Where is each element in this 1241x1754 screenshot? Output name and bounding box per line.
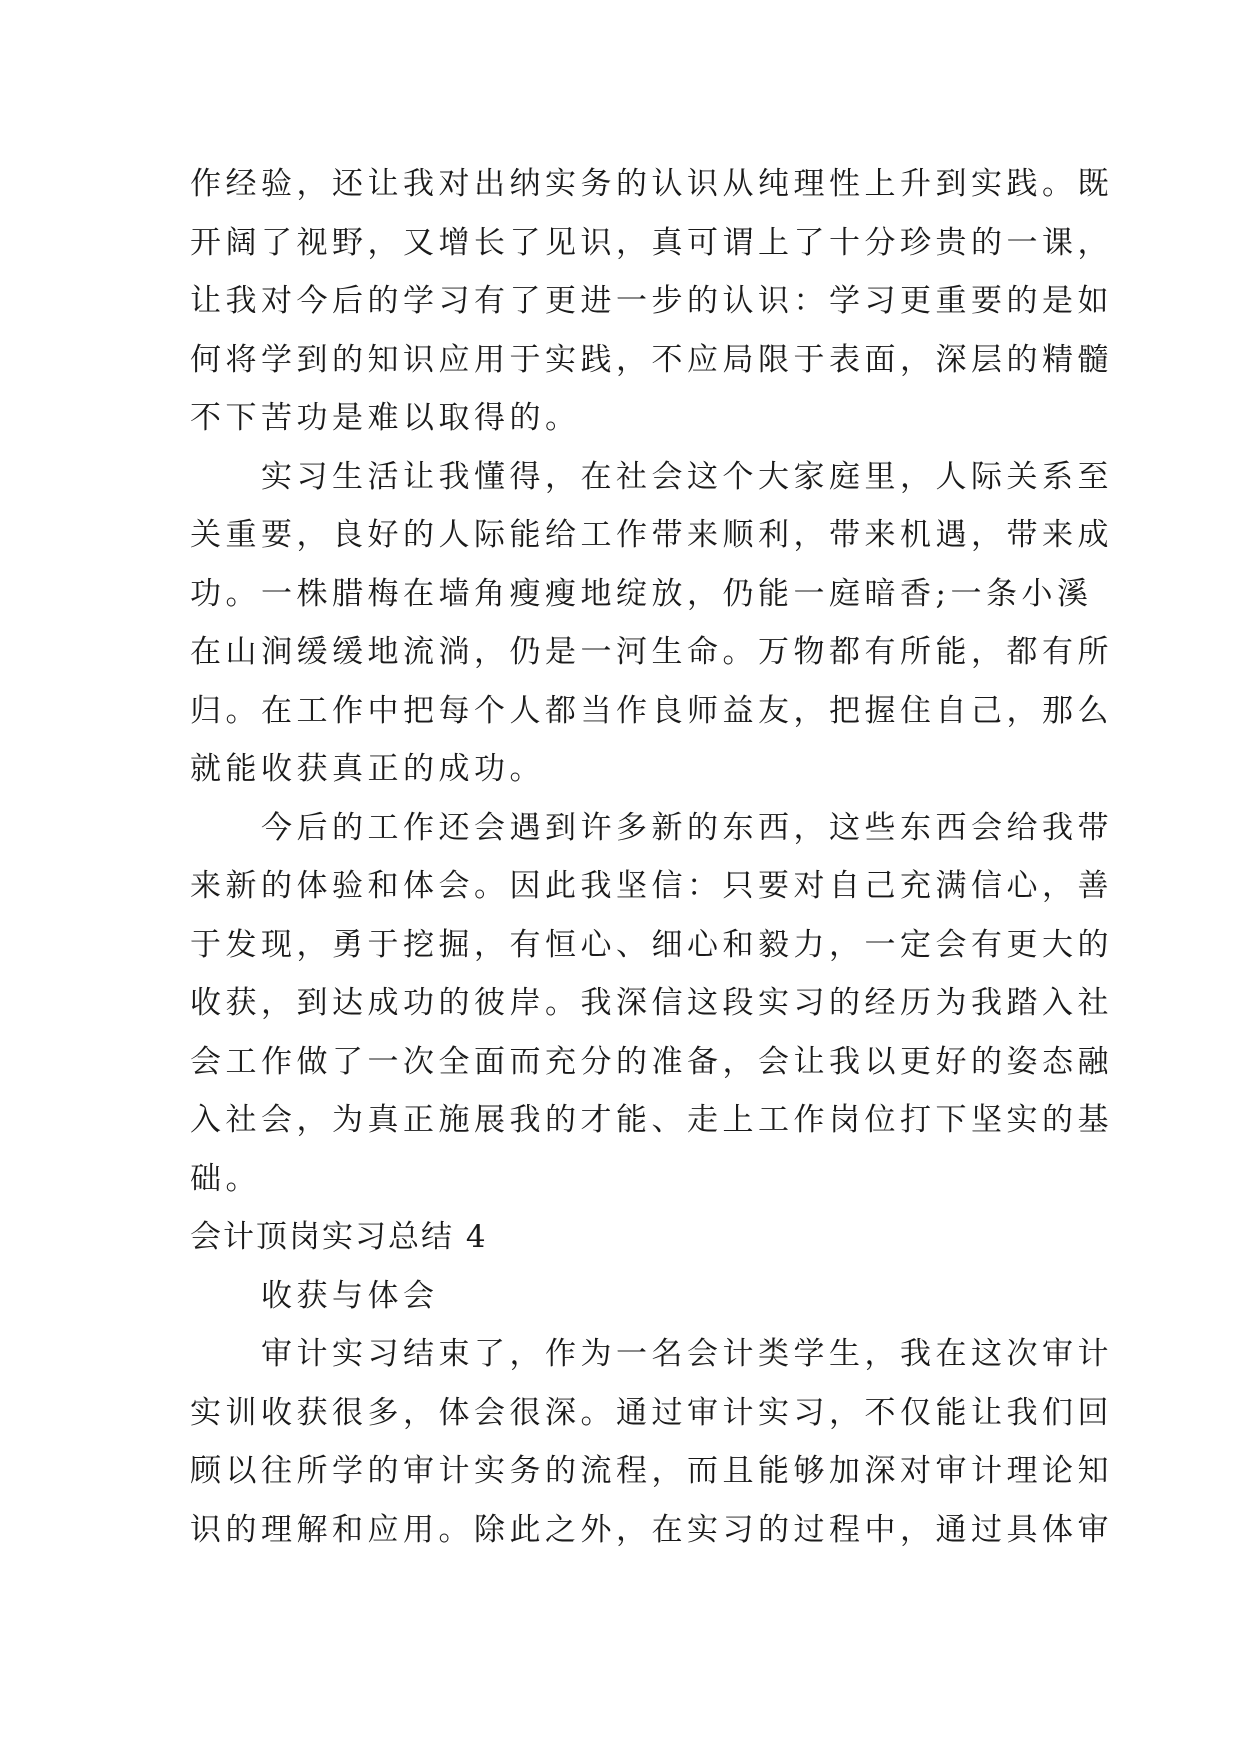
text-line: 会工作做了一次全面而充分的准备，会让我以更好的姿态融 — [190, 1043, 1113, 1080]
text-line: 于发现，勇于挖掘，有恒心、细心和毅力，一定会有更大的 — [190, 926, 1113, 963]
text-line: 入社会，为真正施展我的才能、走上工作岗位打下坚实的基 — [190, 1102, 1113, 1138]
section-subtitle: 收获与体会 — [190, 1277, 439, 1314]
text-line: 归。在工作中把每个人都当作良师益友，把握住自己，那么 — [190, 692, 1113, 729]
text-line: 收获，到达成功的彼岸。我深信这段实习的经历为我踏入社 — [190, 985, 1113, 1021]
text-line: 今后的工作还会遇到许多新的东西，这些东西会给我带 — [190, 809, 1113, 846]
text-line: 关重要，良好的人际能给工作带来顺利，带来机遇，带来成 — [190, 517, 1113, 553]
text-line: 何将学到的知识应用于实践，不应局限于表面，深层的精髓 — [190, 341, 1113, 378]
section-title: 会计顶岗实习总结 4 — [190, 1219, 488, 1255]
text-line: 作经验，还让我对出纳实务的认识从纯理性上升到实践。既 — [190, 166, 1113, 202]
text-line: 识的理解和应用。除此之外，在实习的过程中，通过具体审 — [190, 1511, 1113, 1548]
document-body — [190, 155, 1113, 1559]
text-line: 就能收获真正的成功。 — [190, 751, 545, 787]
text-line: 功。一株腊梅在墙角瘦瘦地绽放，仍能一庭暗香;一条小溪 — [190, 575, 1093, 612]
text-line: 审计实习结束了，作为一名会计类学生，我在这次审计 — [190, 1336, 1113, 1372]
text-line: 来新的体验和体会。因此我坚信：只要对自己充满信心，善 — [190, 868, 1113, 904]
text-line: 础。 — [190, 1160, 261, 1197]
text-line: 开阔了视野，又增长了见识，真可谓上了十分珍贵的一课， — [190, 224, 1113, 261]
text-line: 实习生活让我懂得，在社会这个大家庭里，人际关系至 — [190, 458, 1113, 495]
text-line: 不下苦功是难以取得的。 — [190, 400, 581, 436]
text-line: 实训收获很多，体会很深。通过审计实习，不仅能让我们回 — [190, 1394, 1113, 1431]
text-line: 顾以往所学的审计实务的流程，而且能够加深对审计理论知 — [190, 1453, 1113, 1489]
text-line: 在山涧缓缓地流淌，仍是一河生命。万物都有所能，都有所 — [190, 634, 1113, 670]
text-line: 让我对今后的学习有了更进一步的认识：学习更重要的是如 — [190, 283, 1113, 319]
